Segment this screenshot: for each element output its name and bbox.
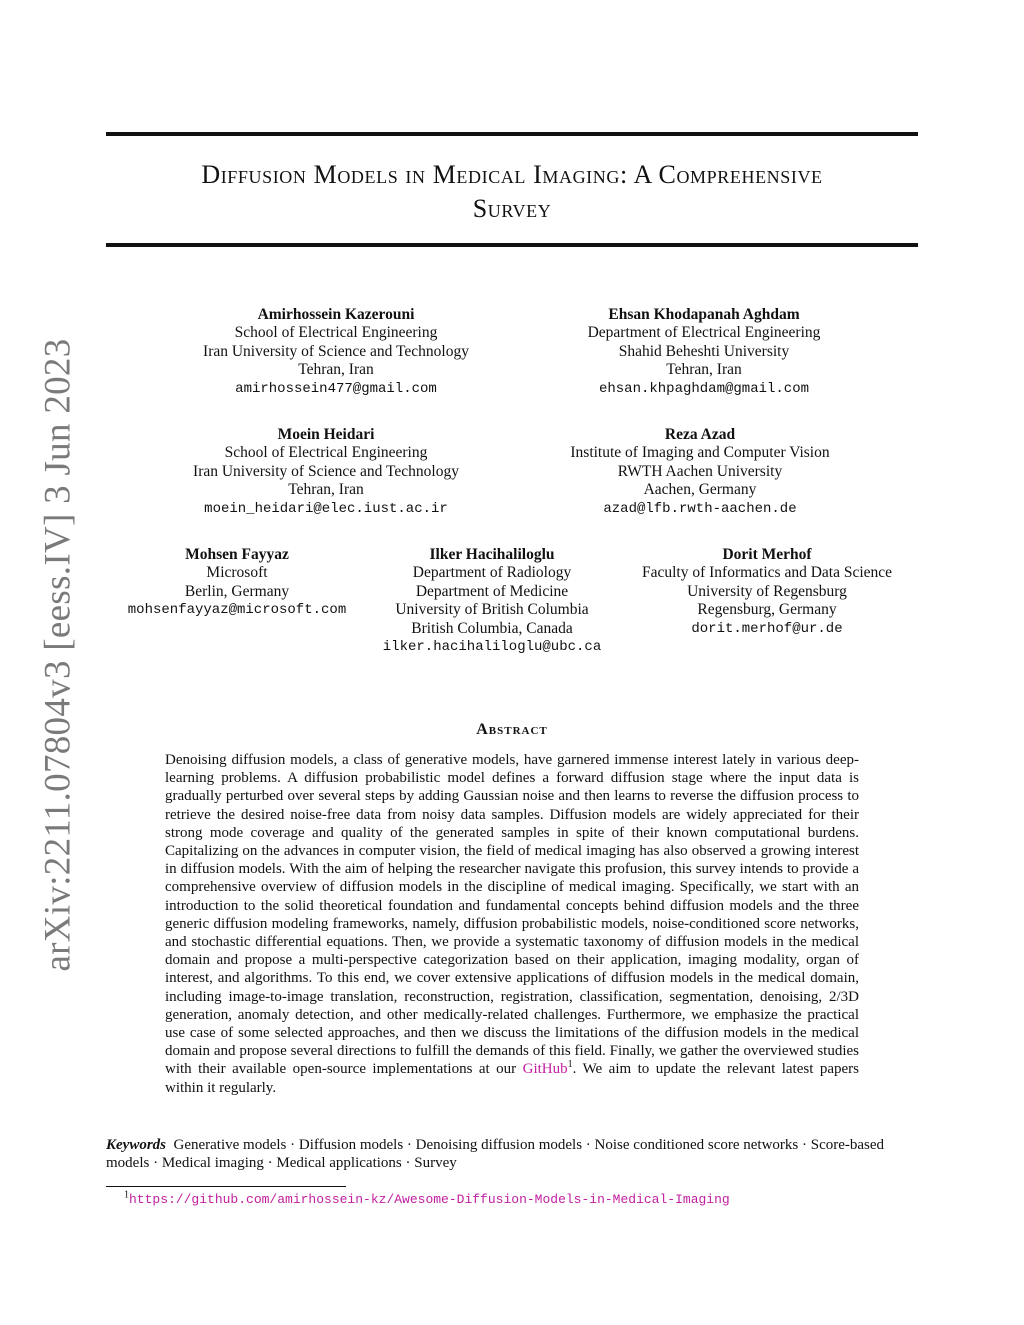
author-block — [186, 306, 486, 398]
keywords-list: Generative models · Diffusion models · Denoising diffusion models · Noise conditioned score networks · Score-based models · Medical imaging · Medical applications · Survey — [106, 1137, 885, 1172]
author-affiliation: Faculty of Informatics and Data Science — [641, 564, 893, 582]
keywords — [106, 1136, 918, 1173]
author-affiliation: RWTH Aachen University — [617, 462, 783, 480]
author-email[interactable]: azad@lfb.rwth-aachen.de — [603, 500, 797, 517]
author-block — [554, 306, 854, 398]
author-email[interactable]: dorit.merhof@ur.de — [691, 620, 843, 637]
author-location: Regensburg, Germany — [697, 601, 837, 619]
author-location: Tehran, Iran — [288, 481, 364, 499]
author-email[interactable]: mohsenfayyaz@microsoft.com — [127, 602, 347, 619]
abstract-body — [165, 751, 859, 1097]
author-name: Reza Azad — [664, 426, 736, 443]
author-block — [550, 426, 850, 518]
author-name: Ilker Hacihaliloglu — [429, 546, 555, 563]
author-email[interactable]: amirhossein477@gmail.com — [235, 380, 437, 397]
author-block — [112, 546, 362, 620]
abstract-text: Denoising diffusion models, a class of generative models, have garnered immense interest lately in various deep-learning problems. A diffusion probabilistic model defines a forward diffusion stage where the input data is gradually perturbed over several steps by adding Gaussian noise and then learns to reverse the diffusion process to retrieve the desired noise-free data from noisy data samples. Diffusion models are widely appreciated for their strong mode coverage and quality of the generated samples in spite of their known computational burdens. Capitalizing on the advances in computer vision, the field of medical imaging has also observed a growing interest in diffusion models. With the aim of helping the researcher navigate this profusion, this survey intends to provide a comprehensive overview of diffusion models in the discipline of medical imaging. Specifically, we start with an introduction to the solid theoretical foundation and fundamental concepts behind diffusion models and the three generic diffusion modeling frameworks, namely, diffusion probabilistic models, noise-conditioned score networks, and stochastic differential equations. Then, we provide a systematic taxonomy of diffusion models in the medical domain and propose a multi-perspective categorization based on their application, imaging modality, organ of interest, and algorithms. To this end, we cover extensive applications of diffusion models in the medical domain, including image-to-image translation, reconstruction, registration, classification, segmentation, denoising, 2/3D generation, anomaly detection, and other medically-related challenges. Furthermore, we emphasize the practical use case of some selected approaches, and then we discuss the limitations of the diffusion models in the medical domain and propose several directions to fulfill the demands of this field. Finally, we gather the overviewed studies with their available open-source implementations at our — [165, 752, 859, 1078]
footnote-marker[interactable]: 1 — [567, 1059, 573, 1071]
author-location: Tehran, Iran — [666, 361, 742, 379]
author-affiliation: University of British Columbia — [395, 601, 589, 619]
author-name: Ehsan Khodapanah Aghdam — [608, 306, 800, 323]
author-affiliation: University of Regensburg — [687, 582, 847, 600]
author-affiliation: Department of Electrical Engineering — [587, 324, 821, 342]
author-name: Dorit Merhof — [722, 546, 812, 563]
author-location: Aachen, Germany — [643, 481, 757, 499]
author-affiliation: School of Electrical Engineering — [234, 324, 438, 342]
footnote-url[interactable]: https://github.com/amirhossein-kz/Awesome-Diffusion-Models-in-Medical-Imaging — [129, 1192, 730, 1207]
author-name: Mohsen Fayyaz — [185, 546, 289, 563]
author-affiliation: Microsoft — [206, 564, 268, 582]
title-line-1: Diffusion Models in Medical Imaging: A Comprehensive — [201, 160, 823, 189]
footnote — [124, 1191, 730, 1207]
author-email[interactable]: moein_heidari@elec.iust.ac.ir — [204, 500, 448, 517]
author-affiliation: Iran University of Science and Technology — [203, 342, 469, 360]
github-link[interactable]: GitHub — [522, 1061, 568, 1078]
author-affiliation: Department of Radiology — [412, 564, 572, 582]
author-affiliation: Shahid Beheshti University — [618, 342, 790, 360]
author-name: Amirhossein Kazerouni — [257, 306, 415, 323]
paper-title — [106, 158, 918, 226]
author-block — [372, 546, 612, 656]
author-email[interactable]: ehsan.khpaghdam@gmail.com — [598, 380, 810, 397]
author-location: British Columbia, Canada — [411, 619, 573, 637]
author-affiliation: Iran University of Science and Technology — [193, 462, 459, 480]
title-line-2: Survey — [472, 194, 552, 223]
abstract-text-end: . We aim to update the relevant latest papers within it regularly. — [165, 1061, 860, 1096]
abstract-heading: Abstract — [476, 721, 548, 738]
author-affiliation: Institute of Imaging and Computer Vision — [570, 444, 830, 462]
author-block — [622, 546, 912, 638]
footnote-rule — [106, 1186, 346, 1187]
author-affiliation: Department of Medicine — [415, 582, 569, 600]
author-block — [176, 426, 476, 518]
author-affiliation: School of Electrical Engineering — [224, 444, 428, 462]
author-location: Berlin, Germany — [184, 582, 290, 600]
author-location: Tehran, Iran — [298, 361, 374, 379]
title-top-rule — [106, 132, 918, 136]
footnote-number: 1 — [124, 1189, 129, 1201]
keywords-label: Keywords — [106, 1137, 166, 1153]
title-bottom-rule — [106, 243, 918, 247]
arxiv-identifier: arXiv:2211.07804v3 [eess.IV] 3 Jun 2023 — [37, 338, 79, 972]
author-name: Moein Heidari — [277, 426, 375, 443]
author-email[interactable]: ilker.hacihaliloglu@ubc.ca — [382, 639, 602, 656]
